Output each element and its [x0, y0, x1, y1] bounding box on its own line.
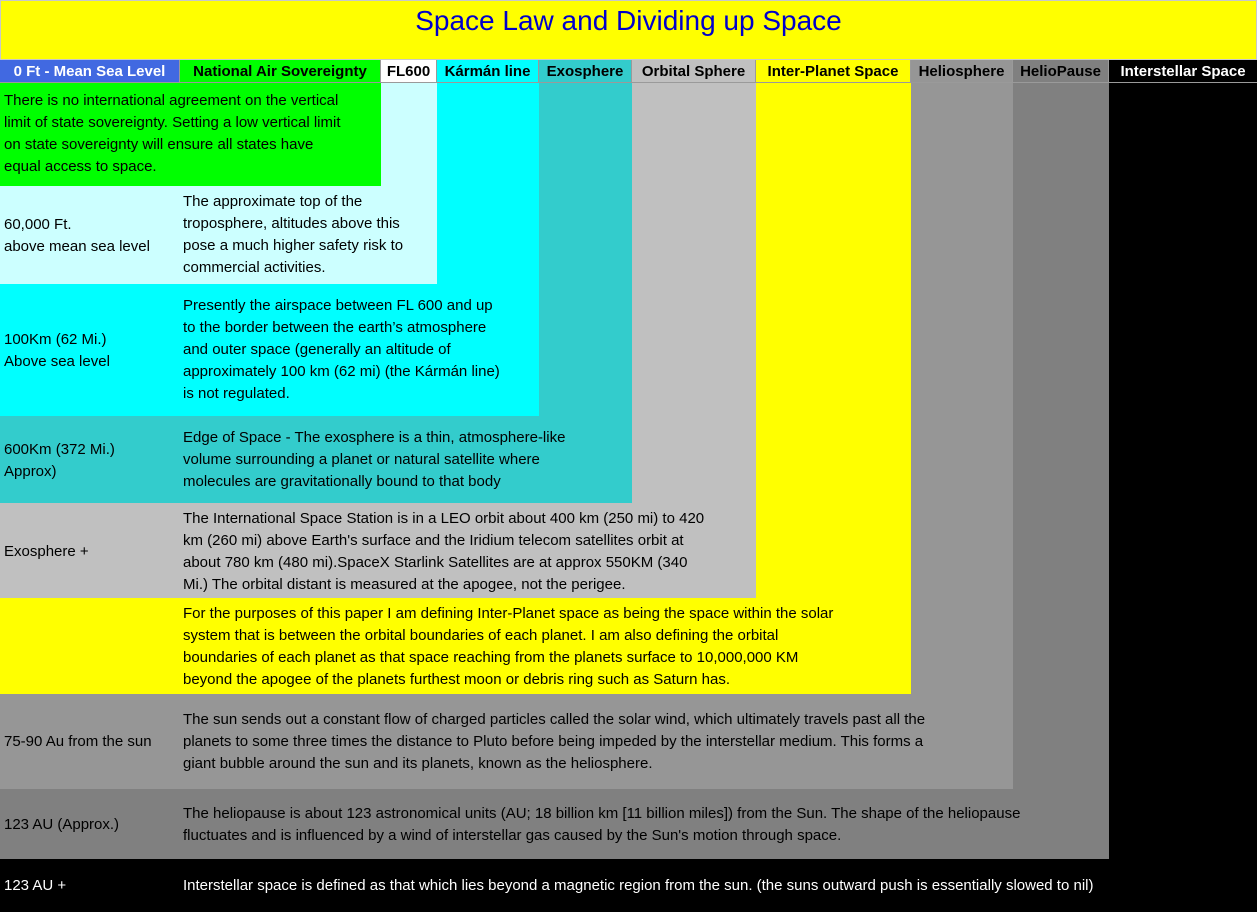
text-line: giant bubble around the sun and its planets, known as the heliosphere. — [183, 755, 653, 772]
text-line: Presently the airspace between FL 600 and up — [183, 297, 493, 314]
label-line: Above sea level — [4, 353, 110, 370]
header-mean-sea-level: 0 Ft - Mean Sea Level — [0, 60, 180, 83]
header-heliopause: HelioPause — [1013, 60, 1109, 83]
fl600-label — [4, 214, 150, 258]
exosphere-label — [4, 439, 115, 483]
text-line: equal access to space. — [4, 158, 157, 175]
interstellar-text — [183, 875, 1093, 897]
interstellar-region — [1109, 83, 1257, 912]
text-line: on state sovereignty will ensure all states have — [4, 136, 314, 153]
text-line: limit of state sovereignty. Setting a low vertical limit — [4, 114, 341, 131]
label-line: 600Km (372 Mi.) — [4, 441, 115, 458]
heliosphere-text — [183, 709, 925, 775]
orbital-text — [183, 508, 704, 596]
text-line: Edge of Space - The exosphere is a thin, atmosphere-like — [183, 429, 566, 446]
text-line: beyond the apogee of the planets furthest moon or debris ring such as Saturn has. — [183, 671, 731, 688]
label-line: 60,000 Ft. — [4, 216, 72, 233]
text-line: The sun sends out a constant flow of charged particles called the solar wind, which ultimately travels past all the — [183, 711, 926, 728]
text-line: The International Space Station is in a LEO orbit about 400 km (250 mi) to 420 — [183, 510, 705, 527]
text-line: fluctuates and is influenced by a wind of interstellar gas caused by the Sun's motion through space. — [183, 827, 842, 844]
text-line: There is no international agreement on the vertical — [4, 92, 339, 109]
orbital-label — [4, 541, 89, 563]
heliopause-label — [4, 814, 119, 836]
header-exosphere: Exosphere — [539, 60, 632, 83]
label-line: 75-90 Au from the sun — [4, 733, 152, 750]
text-line: Interstellar space is defined as that which lies beyond a magnetic region from the sun. (the suns outward push is essentially slowed to nil) — [183, 877, 1094, 894]
text-line: volume surrounding a planet or natural satellite where — [183, 451, 540, 468]
header-inter-planet-space: Inter-Planet Space — [756, 60, 911, 83]
label-line: 123 AU (Approx.) — [4, 816, 120, 833]
text-line: commercial activities. — [183, 259, 326, 276]
karman-label — [4, 329, 110, 373]
text-line: approximately 100 km (62 mi) (the Kármán line) — [183, 363, 500, 380]
label-line: Exosphere + — [4, 543, 89, 560]
heliosphere-region — [911, 83, 1013, 789]
heliosphere-label — [4, 731, 152, 753]
karman-text — [183, 295, 500, 405]
text-line: and outer space (generally an altitude of — [183, 341, 451, 358]
page-title: Space Law and Dividing up Space — [0, 0, 1257, 60]
header-heliosphere: Heliosphere — [911, 60, 1013, 83]
text-line: to the border between the earth’s atmosphere — [183, 319, 487, 336]
fl600-text — [183, 191, 403, 279]
interstellar-label — [4, 875, 66, 897]
text-line: molecules are gravitationally bound to that body — [183, 473, 501, 490]
text-line: boundaries of each planet as that space reaching from the planets surface to 10,000,000 KM — [183, 649, 799, 666]
text-line: pose a much higher safety risk to — [183, 237, 404, 254]
text-line: is not regulated. — [183, 385, 290, 402]
label-line: 123 AU + — [4, 877, 67, 894]
text-line: planets to some three times the distance to Pluto before being impeded by the interstellar medium. This forms a — [183, 733, 924, 750]
text-line: The heliopause is about 123 astronomical units (AU; 18 billion km [11 billion miles]) from the Sun. The shape of the heliopause — [183, 805, 1021, 822]
text-line: The approximate top of the — [183, 193, 363, 210]
text-line: For the purposes of this paper I am defining Inter-Planet space as being the space within the solar — [183, 605, 834, 622]
text-line: Mi.) The orbital distant is measured at the apogee, not the perigee. — [183, 576, 626, 593]
heliopause-text — [183, 803, 1020, 847]
header-orbital-sphere: Orbital Sphere — [632, 60, 756, 83]
text-line: about 780 km (480 mi).SpaceX Starlink Satellites are at approx 550KM (340 — [183, 554, 688, 571]
header-interstellar-space: Interstellar Space — [1109, 60, 1257, 83]
text-line: system that is between the orbital boundaries of each planet. I am also defining the orbital — [183, 627, 779, 644]
label-line: 100Km (62 Mi.) — [4, 331, 107, 348]
text-line: troposphere, altitudes above this — [183, 215, 400, 232]
national-text — [4, 90, 341, 178]
inter-planet-text — [183, 603, 833, 691]
text-line: km (260 mi) above Earth's surface and the Iridium telecom satellites orbit at — [183, 532, 684, 549]
label-line: above mean sea level — [4, 238, 150, 255]
label-line: Approx) — [4, 463, 57, 480]
header-national-air-sovereignty: National Air Sovereignty — [180, 60, 381, 83]
header-fl600: FL600 — [381, 60, 437, 83]
exosphere-text — [183, 427, 565, 493]
heliopause-region — [1013, 83, 1109, 859]
header-karman-line: Kármán line — [437, 60, 539, 83]
